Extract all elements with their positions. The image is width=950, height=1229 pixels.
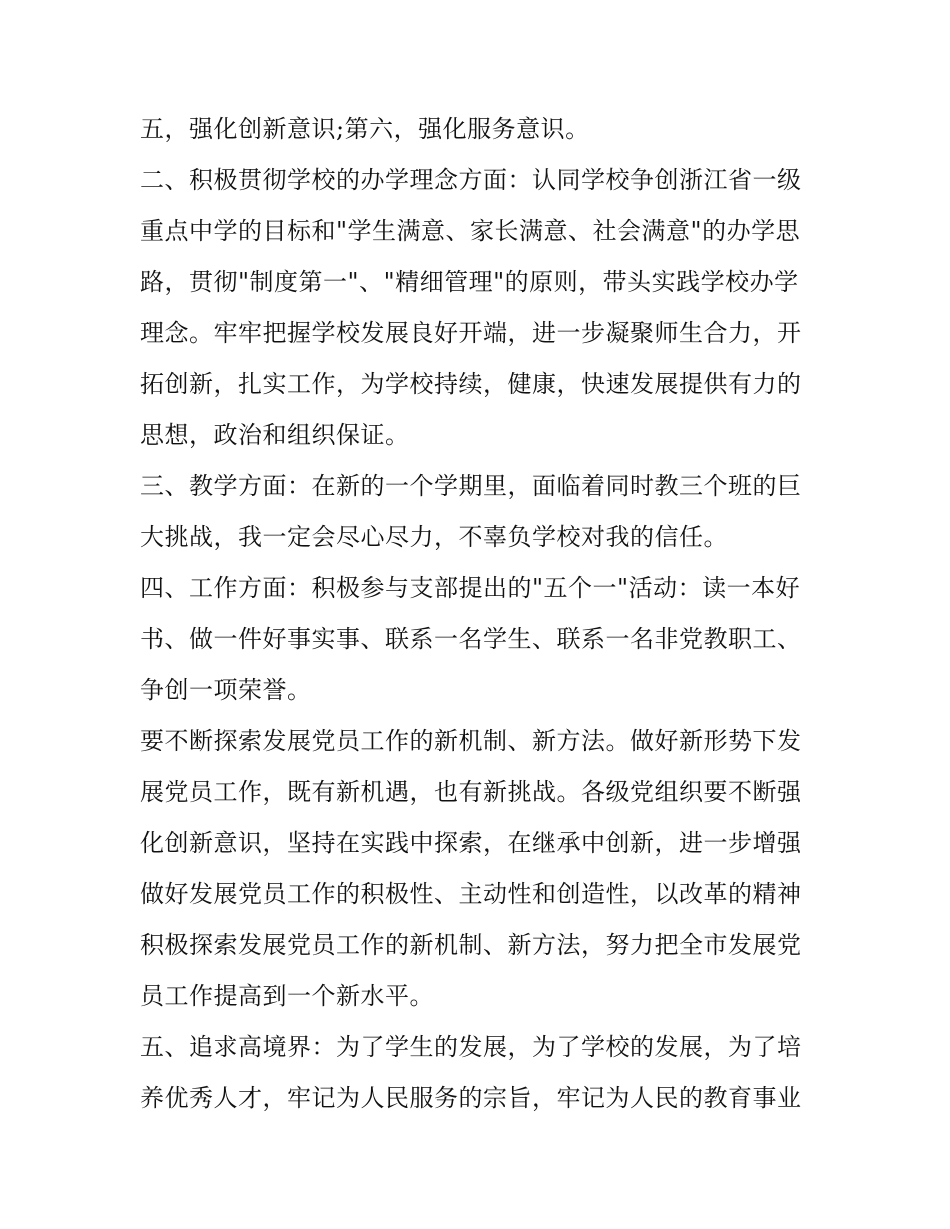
- text-line: 五、追求高境界：为了学生的发展，为了学校的发展，为了培: [140, 1033, 802, 1061]
- text-line: 路，贯彻"制度第一"、"精细管理"的原则，带头实践学校办学: [140, 268, 799, 296]
- text-line: 四、工作方面：积极参与支部提出的"五个一"活动：读一本好: [140, 574, 801, 602]
- text-line: 争创一项荣誉。: [140, 676, 312, 704]
- text-line: 理念。牢牢把握学校发展良好开端，进一步凝聚师生合力，开: [140, 319, 802, 347]
- text-line: 五，强化创新意识;第六，强化服务意识。: [140, 115, 590, 143]
- text-line: 员工作提高到一个新水平。: [140, 982, 434, 1010]
- text-line: 要不断探索发展党员工作的新机制、新方法。做好新形势下发: [140, 727, 802, 755]
- text-line: 书、做一件好事实事、联系一名学生、联系一名非党教职工、: [140, 625, 802, 653]
- text-line: 化创新意识，坚持在实践中探索，在继承中创新，进一步增强: [140, 829, 802, 857]
- text-line: 积极探索发展党员工作的新机制、新方法，努力把全市发展党: [140, 931, 802, 959]
- text-line: 思想，政治和组织保证。: [140, 421, 410, 449]
- text-line: 重点中学的目标和"学生满意、家长满意、社会满意"的办学思: [140, 217, 801, 245]
- document-body: [140, 104, 820, 1124]
- text-line: 拓创新，扎实工作，为学校持续，健康，快速发展提供有力的: [140, 370, 802, 398]
- text-line: 养优秀人才，牢记为人民服务的宗旨，牢记为人民的教育事业: [140, 1084, 802, 1112]
- text-line: 二、积极贯彻学校的办学理念方面：认同学校争创浙江省一级: [140, 166, 802, 194]
- text-line: 做好发展党员工作的积极性、主动性和创造性，以改革的精神: [140, 880, 802, 908]
- text-line: 展党员工作，既有新机遇，也有新挑战。各级党组织要不断强: [140, 778, 802, 806]
- text-line: 大挑战，我一定会尽心尽力，不辜负学校对我的信任。: [140, 523, 728, 551]
- text-line: 三、教学方面：在新的一个学期里，面临着同时教三个班的巨: [140, 472, 802, 500]
